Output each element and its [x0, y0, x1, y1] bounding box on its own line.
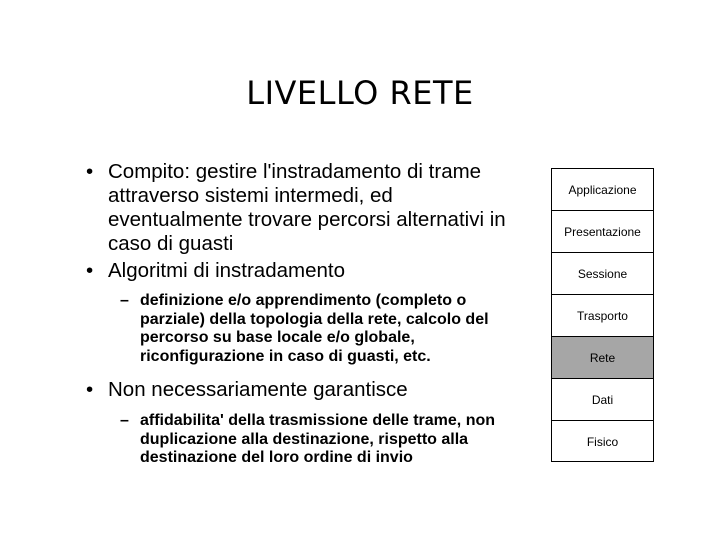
layer-rete: Rete [552, 337, 653, 379]
dash-marker: – [120, 412, 129, 429]
layer-sessione: Sessione [552, 253, 653, 295]
layer-trasporto: Trasporto [552, 295, 653, 337]
bullet-garantisce: • Non necessariamente garantisce [86, 378, 526, 402]
bullet-algoritmi: • Algoritmi di instradamento [86, 259, 526, 283]
bullet-list [86, 160, 526, 468]
layer-presentazione: Presentazione [552, 211, 653, 253]
layer-dati: Dati [552, 379, 653, 421]
bullet-compito: • Compito: gestire l'instradamento di trame attraverso sistemi intermedi, ed eventualmente trovare percorsi alternativi in caso di guasti [86, 160, 526, 256]
sub-bullet-garantisce [86, 412, 526, 468]
dash-marker: – [120, 292, 129, 309]
sub-bullet-garantisce-text: affidabilita' della trasmissione delle trame, non duplicazione alla destinazione, rispetto alla destinazione del loro ordine di invio [140, 412, 496, 466]
osi-layer-stack [551, 168, 654, 462]
layer-fisico: Fisico [586, 435, 619, 449]
slide-title: LIVELLO RETE [246, 74, 474, 112]
sub-bullet-algoritmi [86, 292, 526, 366]
sub-bullet-algoritmi-text: definizione e/o apprendimento (completo o parziale) della topologia della rete, calcolo del percorso su base locale e/o globale, riconfigurazione in caso di guasti, etc. [140, 292, 489, 365]
layer-applicazione: Applicazione [552, 169, 653, 211]
